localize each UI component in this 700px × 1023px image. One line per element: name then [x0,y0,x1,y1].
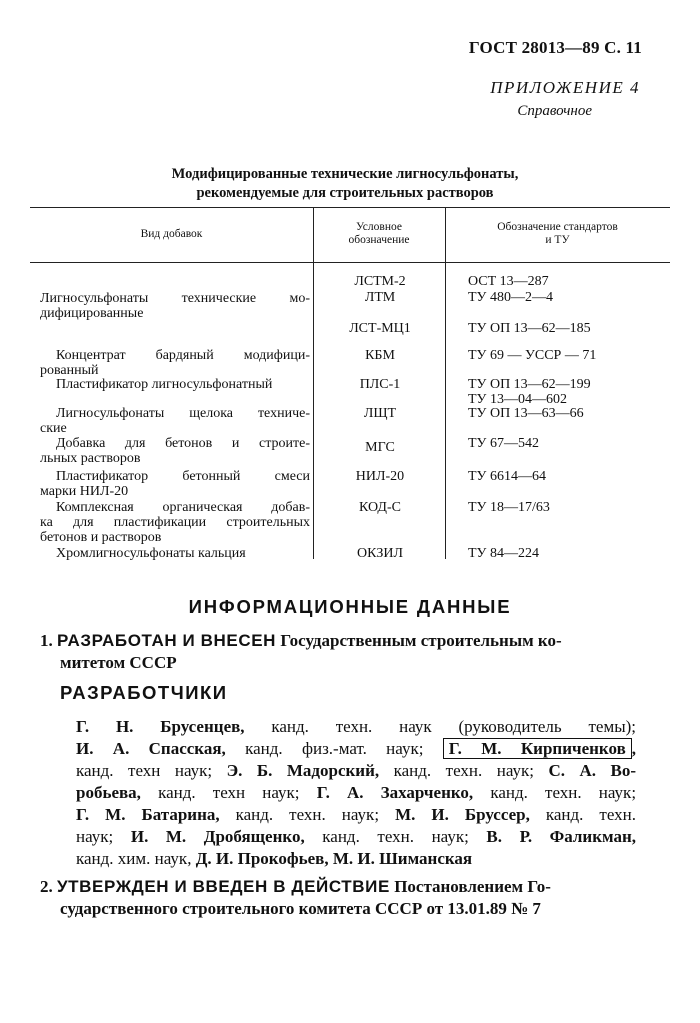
row-5-code: НИЛ-20 [355,469,405,484]
developer-degree: канд. техн наук; [76,761,213,780]
table-title-line2: рекомендуемые для строительных растворов [196,185,494,201]
row-4-name-line2: льных растворов [40,451,141,466]
page-header-code: ГОСТ 28013—89 С. 11 [468,38,642,57]
developers-line-6 [76,826,636,848]
developer-name: Г. Н. Брусенцев, [76,717,245,736]
row-2-standard-2: ТУ 13—04—602 [468,392,567,407]
developer-name: И. А. Спасская, [76,739,226,758]
developer-name: Г. А. Захарченко, [316,783,474,802]
header-standards [445,221,670,247]
row-6-name-line3: бетонов и растворов [40,530,162,545]
row-0-standard-2: ТУ 480—2—4 [468,290,553,305]
table-row-4-name [40,436,310,466]
header-designation [313,221,445,247]
row-0-standard-1: ОСТ 13—287 [468,274,549,289]
developer-degree: канд. техн. наук; [490,783,637,802]
row-1-name-line2: рованный [40,363,99,378]
header-standards-line2: и ТУ [545,234,570,246]
info-item-1 [40,630,640,674]
developers-title: РАЗРАБОТЧИКИ [60,682,228,703]
developer-name: В. Р. Фаликман, [486,827,637,846]
info-item-1-line1 [40,630,640,652]
row-0-code-2: ЛТМ [364,290,396,305]
row-1-name-line1: Концентрат бардяный модифици- [56,348,310,363]
developers-line-5 [76,804,636,826]
info-item-1-text-b: митетом СССР [60,653,177,672]
row-4-code: МГС [365,440,395,455]
row-2-name-line1: Пластификатор лигносульфонатный [56,377,273,392]
table-title-line1: Модифицированные технические лигносульфонаты, [171,166,519,182]
row-0-code-3: ЛСТ-МЦ1 [349,321,411,336]
info-item-2-caps: УТВЕРЖДЕН И ВВЕДЕН В ДЕЙСТВИЕ [57,877,390,896]
row-7-code: ОКЗИЛ [356,546,404,561]
table-top-rule [30,207,670,208]
row-4-name-line1: Добавка для бетонов и строите- [56,436,310,451]
developer-name: Г. М. Батарина, [76,805,220,824]
row-0-name-line2: дифицированные [40,306,144,321]
table-row-5-name [40,469,310,499]
info-item-2-number: 2. [40,877,53,896]
developer-degree: канд. техн наук; [158,783,300,802]
developers-line-1 [76,716,636,738]
developers-line-3 [76,760,636,782]
row-7-standard: ТУ 84—224 [468,546,539,561]
developer-degree: канд. хим. наук, [76,849,192,868]
row-3-name-line2: ские [40,421,67,436]
developer-name: С. А. Во- [548,761,636,780]
row-4-standard: ТУ 67—542 [468,436,539,451]
row-6-code: КОД-С [359,500,401,515]
developer-degree: канд. техн. [545,805,637,824]
info-item-2-text-b: сударственного строительного комитета СССР от 13.01.89 № 7 [60,899,541,918]
row-3-name-line1: Лигносульфонаты щелока техниче- [56,406,310,421]
info-item-2 [40,876,640,920]
row-5-name-line1: Пластификатор бетонный смеси [56,469,310,484]
row-0-standard-3: ТУ ОП 13—62—185 [468,321,591,336]
additives-table [30,207,670,567]
developer-name: М. И. Бруссер, [395,805,530,824]
table-row-6-name [40,500,310,545]
appendix-title: ПРИЛОЖЕНИЕ 4 [490,78,640,97]
row-1-standard: ТУ 69 — УССР — 71 [468,348,597,363]
table-row-3-name [40,406,310,436]
row-3-code: ЛЩТ [363,406,397,421]
developers-list [76,716,636,870]
developer-degree: канд. техн. наук; [393,761,534,780]
row-6-name-line1: Комплексная органическая добав- [56,500,310,515]
developer-degree: наук; [76,827,114,846]
row-6-name-line2: ка для пластификации строительных [40,515,310,530]
info-item-2-line1 [40,876,640,898]
info-item-1-caps: РАЗРАБОТАН И ВНЕСЕН [57,631,277,650]
table-row-7-name [40,546,310,561]
info-item-1-text-a: Государственным строительным ко- [280,631,562,650]
row-3-standard: ТУ ОП 13—63—66 [468,406,584,421]
appendix-subtitle: Справочное [517,103,592,119]
info-item-1-number: 1. [40,631,53,650]
row-5-name-line2: марки НИЛ-20 [40,484,129,499]
developer-name: робьева, [76,783,141,802]
header-additive-type: Вид добавок [140,228,203,240]
developer-degree: канд. техн. наук; [322,827,469,846]
developer-name: И. М. Дробященко, [130,827,305,846]
developers-line-2 [76,738,636,760]
table-row-2-name [40,377,310,392]
developer-name: Э. Б. Мадорский, [226,761,380,780]
developer-name-boxed: Г. М. Кирпиченков [443,738,632,759]
developers-line-7 [76,848,636,870]
column-divider-2 [445,207,446,559]
developers-line-4 [76,782,636,804]
header-designation-line2: обозначение [348,234,410,246]
developer-degree: канд. техн. наук; [235,805,380,824]
table-header-rule [30,262,670,263]
row-1-code: КБМ [365,348,395,363]
developer-separator: , [631,739,637,758]
header-standards-line1: Обозначение стандартов [497,221,618,233]
table-row-0-name [40,291,310,321]
table-row-1-name [40,348,310,378]
developer-names: Д. И. Прокофьев, М. И. Шиманская [195,849,473,868]
row-7-name-line1: Хромлигносульфонаты кальция [56,546,246,561]
row-2-code: ПЛС-1 [359,377,401,392]
info-section-title: ИНФОРМАЦИОННЫЕ ДАННЫЕ [188,596,512,617]
info-item-2-text-a: Постановлением Го- [394,877,551,896]
row-0-name-line1: Лигносульфонаты технические мо- [40,291,310,306]
row-5-standard: ТУ 6614—64 [468,469,546,484]
developer-degree: канд. физ.-мат. наук; [245,739,424,758]
row-6-standard: ТУ 18—17/63 [468,500,550,515]
developer-degree: канд. техн. наук (руководитель темы); [271,717,637,736]
row-0-code-1: ЛСТМ-2 [354,274,406,289]
column-divider-1 [313,207,314,559]
header-designation-line1: Условное [356,221,402,233]
row-2-standard-1: ТУ ОП 13—62—199 [468,377,591,392]
